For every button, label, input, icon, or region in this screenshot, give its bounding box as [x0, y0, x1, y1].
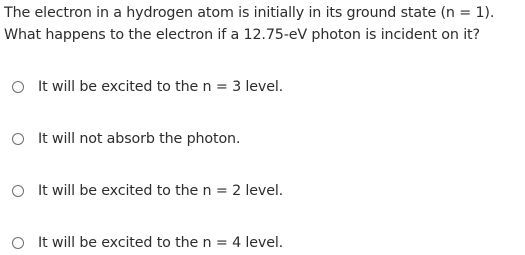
- answer-option-n3[interactable]: [12, 75, 283, 99]
- radio-button-icon[interactable]: [12, 81, 24, 93]
- answer-option-n2[interactable]: [12, 179, 283, 203]
- answer-option-label[interactable]: It will be excited to the n = 4 level.: [38, 235, 284, 251]
- answer-option-label[interactable]: It will be excited to the n = 3 level.: [38, 79, 284, 95]
- answer-option-label[interactable]: It will be excited to the n = 2 level.: [38, 183, 284, 199]
- answer-option-n4[interactable]: [12, 231, 283, 255]
- radio-button-icon[interactable]: [12, 185, 24, 197]
- radio-button-icon[interactable]: [12, 237, 24, 249]
- question-line-2: What happens to the electron if a 12.75-eV photon is incident on it?: [4, 27, 480, 43]
- answer-option-not-absorb[interactable]: [12, 127, 240, 151]
- radio-button-icon[interactable]: [12, 133, 24, 145]
- answer-option-label[interactable]: It will not absorb the photon.: [38, 131, 241, 147]
- question-line-1: The electron in a hydrogen atom is initially in its ground state (n = 1).: [4, 5, 495, 21]
